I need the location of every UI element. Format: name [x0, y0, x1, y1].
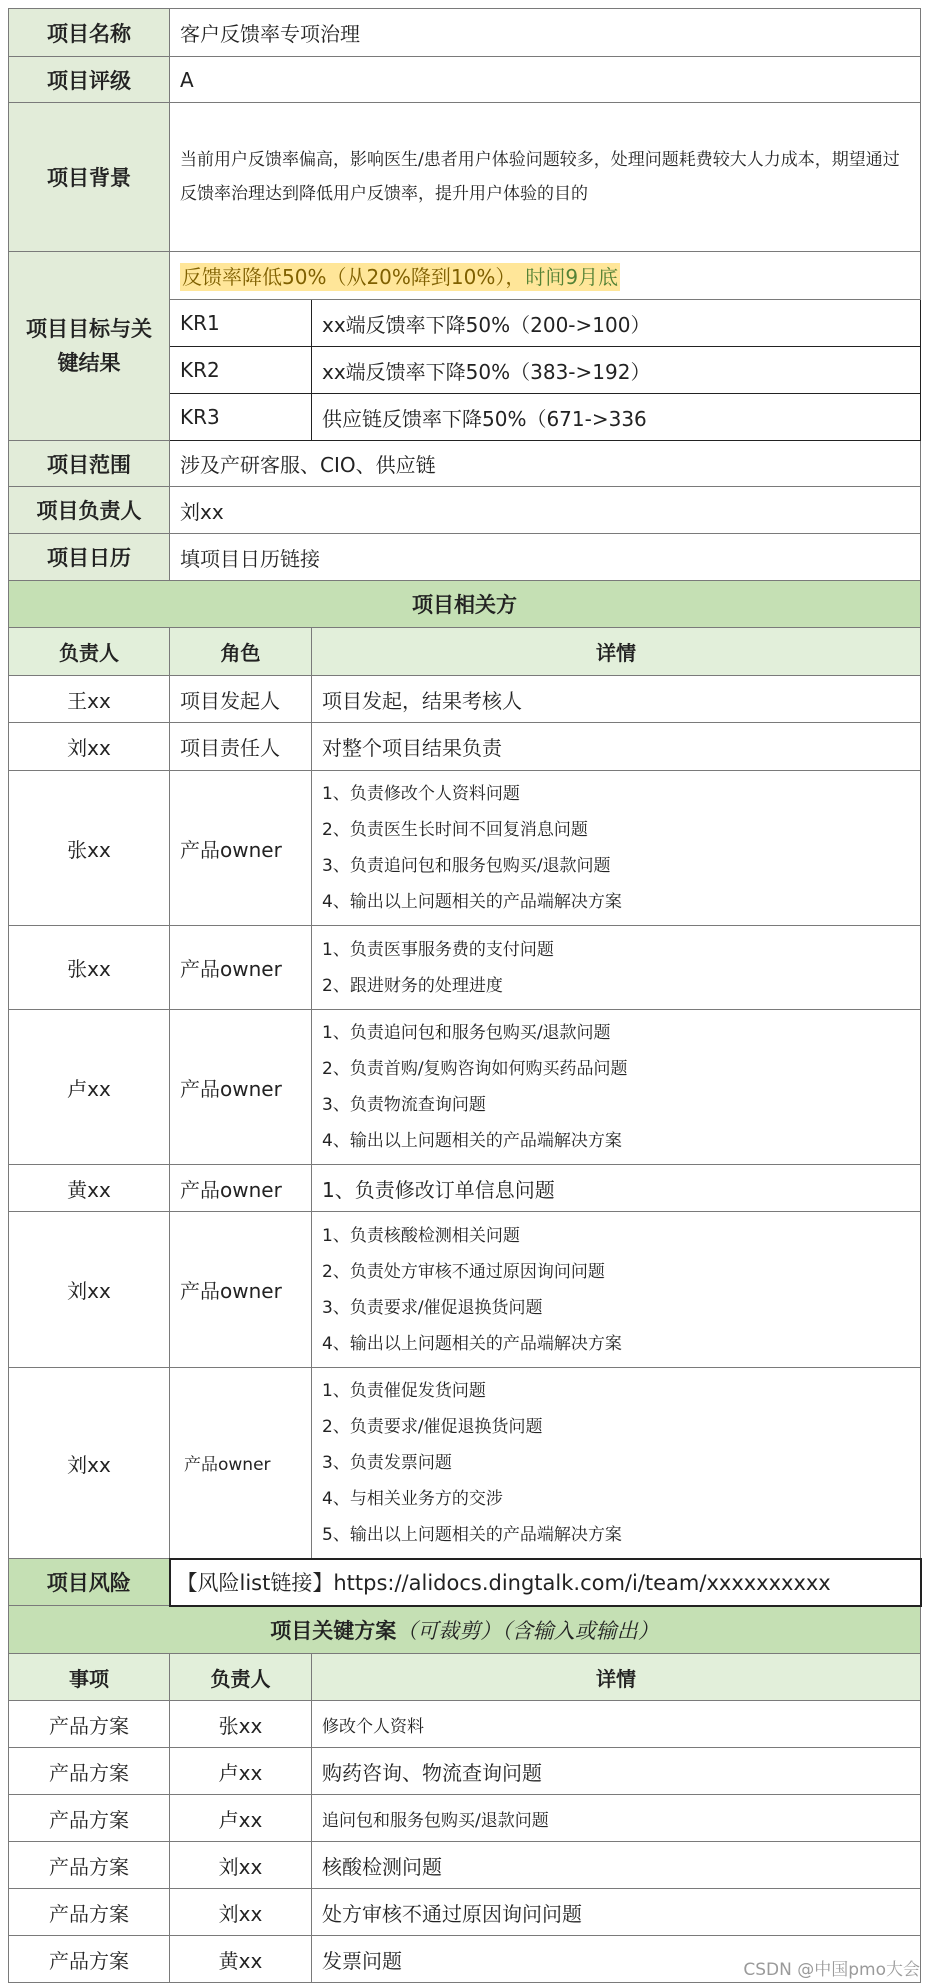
kr-key: KR1 [170, 300, 312, 347]
value-project-calendar[interactable]: 填项目日历链接 [170, 534, 921, 581]
detail-line: 3、负责发票问题 [322, 1452, 452, 1473]
plan-row [9, 1889, 921, 1936]
kr-key: KR2 [170, 347, 312, 394]
plans-title-text: 项目关键方案 [270, 1618, 397, 1643]
plan-row [9, 1701, 921, 1748]
plans-header-details: 详情 [312, 1654, 921, 1701]
value-project-owner: 刘xx [170, 487, 921, 534]
stakeholder-role: 产品owner [170, 771, 312, 926]
label-project-risk: 项目风险 [9, 1559, 170, 1606]
plan-item: 产品方案 [9, 1889, 170, 1936]
kr-value: xx端反馈率下降50%（200->100） [312, 300, 921, 347]
plan-detail: 核酸检测问题 [312, 1842, 921, 1889]
kr-value: xx端反馈率下降50%（383->192） [312, 347, 921, 394]
stakeholder-details [312, 723, 921, 771]
value-project-rating: A [170, 57, 921, 103]
goal-deadline: 时间9月底 [525, 265, 619, 289]
plan-item: 产品方案 [9, 1748, 170, 1795]
stakeholders-title: 项目相关方 [9, 581, 921, 628]
stakeholder-details [312, 1165, 921, 1212]
plan-row [9, 1795, 921, 1842]
plans-title-note: （可裁剪）（含输入或输出） [396, 1618, 659, 1643]
label-project-calendar: 项目日历 [9, 534, 170, 581]
stakeholder-details [312, 676, 921, 723]
detail-line: 1、负责修改个人资料问题 [322, 784, 520, 804]
stakeholder-person: 卢xx [9, 1010, 170, 1165]
stakeholder-role: 项目责任人 [170, 723, 312, 771]
plan-detail: 处方审核不通过原因询问问题 [312, 1889, 921, 1936]
label-project-rating: 项目评级 [9, 57, 170, 103]
detail-line: 3、负责物流查询问题 [322, 1095, 486, 1115]
label-project-name: 项目名称 [9, 9, 170, 57]
label-project-scope: 项目范围 [9, 441, 170, 487]
plan-person: 黄xx [170, 1936, 312, 1983]
stakeholder-row [9, 771, 921, 926]
row-project-name [9, 9, 921, 57]
detail-line: 5、输出以上问题相关的产品端解决方案 [322, 1524, 622, 1545]
stakeholder-role: 产品owner [170, 926, 312, 1010]
detail-line: 1、负责核酸检测相关问题 [322, 1225, 520, 1246]
detail-line: 项目发起，结果考核人 [322, 688, 522, 713]
plans-header-item: 事项 [9, 1654, 170, 1701]
stakeholder-person: 刘xx [9, 1212, 170, 1368]
detail-line: 4、与相关业务方的交涉 [322, 1488, 503, 1509]
stakeholder-row [9, 1010, 921, 1165]
stakeholder-details [312, 771, 921, 926]
stakeholder-row [9, 926, 921, 1010]
detail-line: 3、负责追问包和服务包购买/退款问题 [322, 856, 611, 876]
stakeholder-person: 黄xx [9, 1165, 170, 1212]
plans-title-row [9, 1606, 921, 1654]
plan-detail: 发票问题 [312, 1936, 921, 1983]
detail-line: 2、负责首购/复购咨询如何购买药品问题 [322, 1059, 628, 1079]
detail-line: 1、负责修改订单信息问题 [322, 1177, 555, 1202]
plans-header-person: 负责人 [170, 1654, 312, 1701]
row-project-rating [9, 57, 921, 103]
value-project-background: 当前用户反馈率偏高，影响医生/患者用户体验问题较多，处理问题耗费较大人力成本，期望通过反馈率治理达到降低用户反馈率，提升用户体验的目的 [170, 103, 921, 252]
header-details: 详情 [312, 628, 921, 676]
plan-row [9, 1748, 921, 1795]
stakeholder-details [312, 1212, 921, 1368]
stakeholder-row [9, 1212, 921, 1368]
plan-person: 刘xx [170, 1842, 312, 1889]
stakeholder-role: 项目发起人 [170, 676, 312, 723]
stakeholder-role: 产品owner [170, 1368, 312, 1559]
project-charter-table [8, 8, 922, 1983]
detail-line: 4、输出以上问题相关的产品端解决方案 [322, 1131, 622, 1151]
plan-row [9, 1842, 921, 1889]
detail-line: 4、输出以上问题相关的产品端解决方案 [322, 1333, 622, 1354]
stakeholder-person: 王xx [9, 676, 170, 723]
stakeholder-role: 产品owner [170, 1212, 312, 1368]
header-role: 角色 [170, 628, 312, 676]
detail-line: 1、负责追问包和服务包购买/退款问题 [322, 1023, 611, 1043]
plan-item: 产品方案 [9, 1842, 170, 1889]
row-project-calendar [9, 534, 921, 581]
risk-row [9, 1559, 921, 1606]
plan-person: 卢xx [170, 1795, 312, 1842]
watermark: CSDN @中国pmo大会 [743, 1960, 920, 1980]
stakeholder-details [312, 926, 921, 1010]
stakeholder-row [9, 676, 921, 723]
plans-title [9, 1606, 921, 1654]
detail-line: 2、负责处方审核不通过原因询问问题 [322, 1261, 605, 1282]
header-person: 负责人 [9, 628, 170, 676]
stakeholders-title-row [9, 581, 921, 628]
detail-line: 2、负责要求/催促退换货问题 [322, 1416, 543, 1437]
plan-person: 卢xx [170, 1748, 312, 1795]
row-project-scope [9, 441, 921, 487]
kr-key: KR3 [170, 394, 312, 441]
plan-detail: 修改个人资料 [312, 1701, 921, 1748]
detail-line: 2、跟进财务的处理进度 [322, 975, 503, 996]
plan-person: 张xx [170, 1701, 312, 1748]
stakeholder-person: 张xx [9, 771, 170, 926]
stakeholder-row [9, 723, 921, 771]
goal-text: 反馈率降低50%（从20%降到10%）， [182, 265, 526, 289]
plan-item: 产品方案 [9, 1936, 170, 1983]
detail-line: 对整个项目结果负责 [322, 736, 502, 760]
stakeholder-role: 产品owner [170, 1010, 312, 1165]
label-project-owner: 项目负责人 [9, 487, 170, 534]
stakeholder-details [312, 1010, 921, 1165]
stakeholders-header-row [9, 628, 921, 676]
plan-item: 产品方案 [9, 1795, 170, 1842]
row-project-owner [9, 487, 921, 534]
value-project-goal [170, 252, 921, 300]
detail-line: 4、输出以上问题相关的产品端解决方案 [322, 892, 622, 912]
plan-detail: 追问包和服务包购买/退款问题 [312, 1795, 921, 1842]
value-project-scope: 涉及产研客服、CIO、供应链 [170, 441, 921, 487]
plan-item: 产品方案 [9, 1701, 170, 1748]
stakeholder-row [9, 1165, 921, 1212]
kr-value: 供应链反馈率下降50%（671->336 [312, 394, 921, 441]
stakeholder-details [312, 1368, 921, 1559]
label-project-goal: 项目目标与关键结果 [9, 252, 170, 441]
value-project-name: 客户反馈率专项治理 [170, 9, 921, 57]
detail-line: 1、负责医事服务费的支付问题 [322, 939, 554, 960]
detail-line: 3、负责要求/催促退换货问题 [322, 1297, 543, 1318]
goal-highlight [180, 263, 620, 291]
detail-line: 2、负责医生长时间不回复消息问题 [322, 820, 588, 840]
detail-line: 1、负责催促发货问题 [322, 1380, 486, 1401]
plan-person: 刘xx [170, 1889, 312, 1936]
plan-detail: 购药咨询、物流查询问题 [312, 1748, 921, 1795]
stakeholder-person: 张xx [9, 926, 170, 1010]
stakeholder-row [9, 1368, 921, 1559]
risk-link[interactable]: 【风险list链接】https://alidocs.dingtalk.com/i/team/xxxxxxxxxx [170, 1559, 921, 1606]
stakeholder-role: 产品owner [170, 1165, 312, 1212]
stakeholder-person: 刘xx [9, 723, 170, 771]
label-project-background: 项目背景 [9, 103, 170, 252]
row-project-goal [9, 252, 921, 300]
plans-header-row [9, 1654, 921, 1701]
row-project-background [9, 103, 921, 252]
stakeholder-person: 刘xx [9, 1368, 170, 1559]
